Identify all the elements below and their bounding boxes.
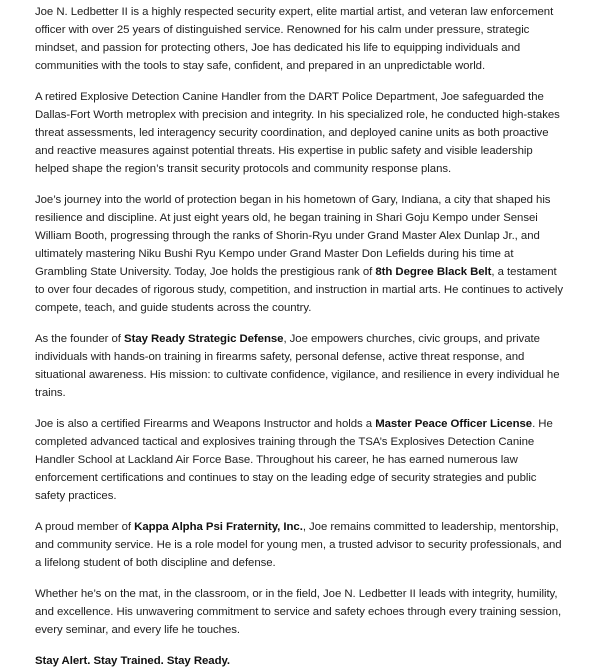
bio-paragraph-dart-service [35, 88, 568, 178]
bio-paragraph-martial-arts [35, 191, 568, 317]
bio-document [35, 3, 568, 670]
license-name: Master Peace Officer License [375, 418, 533, 430]
company-name: Stay Ready Strategic Defense [124, 333, 284, 345]
closing-tagline: Stay Alert. Stay Trained. Stay Ready. [35, 655, 231, 667]
intro-text: Joe N. Ledbetter II is a highly respected security expert, elite martial artist, and veteran law enforcement officer with over 25 years of distinguished service. Renowned for his calm under pressure, strategic mindset, and passion for protecting others, Joe has dedicated his life to equipping individuals and communities with the tools to stay safe, confident, and prepared in an unpredictable world. [35, 6, 554, 72]
martial-arts-text-start: Joe’s journey into the world of protection began in his hometown of Gary, Indiana, a city that shaped his resilience and discipline. At just eight years old, he began training in Shari Goju Kempo under Sensei William Booth, progressing through the ranks of Shorin-Ryu under Grand Master Alex Dunlap Jr., and ultimately mastering Niku Bushi Ryu Kempo under Grand Master Don Lefields during his time at Grambling State University. Today, Joe holds the prestigious rank of [35, 194, 551, 278]
certifications-text-start: Joe is also a certified Firearms and Weapons Instructor and holds a [35, 418, 376, 430]
founder-text-start: As the founder of [35, 333, 125, 345]
summary-text: Whether he’s on the mat, in the classroom, or in the field, Joe N. Ledbetter II leads with integrity, humility, and excellence. His unwavering commitment to service and safety echoes through every training session, every seminar, and every life he touches. [35, 588, 562, 636]
fraternity-text-end: , Joe remains committed to leadership, mentorship, and community service. He is a role model for young men, a trusted advisor to security professionals, and a lifelong student of both discipline and defense. [35, 521, 562, 569]
dart-service-text: A retired Explosive Detection Canine Handler from the DART Police Department, Joe safeguarded the Dallas-Fort Worth metroplex with precision and integrity. In his specialized role, he conducted high-stakes threat assessments, led interagency security coordination, and deployed canine units as both proactive and reactive measures against potential threats. His expertise in public safety and visible leadership helped shape the region’s transit security protocols and community response plans. [35, 91, 560, 175]
fraternity-name: Kappa Alpha Psi Fraternity, Inc. [134, 521, 303, 533]
bio-paragraph-founder [35, 330, 568, 402]
bio-paragraph-fraternity [35, 518, 568, 572]
black-belt-rank: 8th Degree Black Belt [375, 266, 492, 278]
bio-paragraph-certifications [35, 415, 568, 505]
martial-arts-text-end: , a testament to over four decades of rigorous study, competition, and instruction in martial arts. He continues to actively compete, teach, and guide students across the country. [35, 266, 564, 314]
fraternity-text-start: A proud member of [35, 521, 135, 533]
bio-paragraph-summary [35, 585, 568, 639]
bio-paragraph-intro [35, 3, 568, 75]
founder-text-end: , Joe empowers churches, civic groups, and private individuals with hands-on training in firearms safety, personal defense, active threat response, and situational awareness. His mission: to cultivate confidence, vigilance, and resilience in every individual he trains. [35, 333, 560, 399]
certifications-text-end: . He completed advanced tactical and explosives training through the TSA’s Explosives Detection Canine Handler School at Lackland Air Force Base. Throughout his career, he has earned numerous law enforcement certifications and continues to stay on the leading edge of security strategies and public safety practices. [35, 418, 553, 502]
